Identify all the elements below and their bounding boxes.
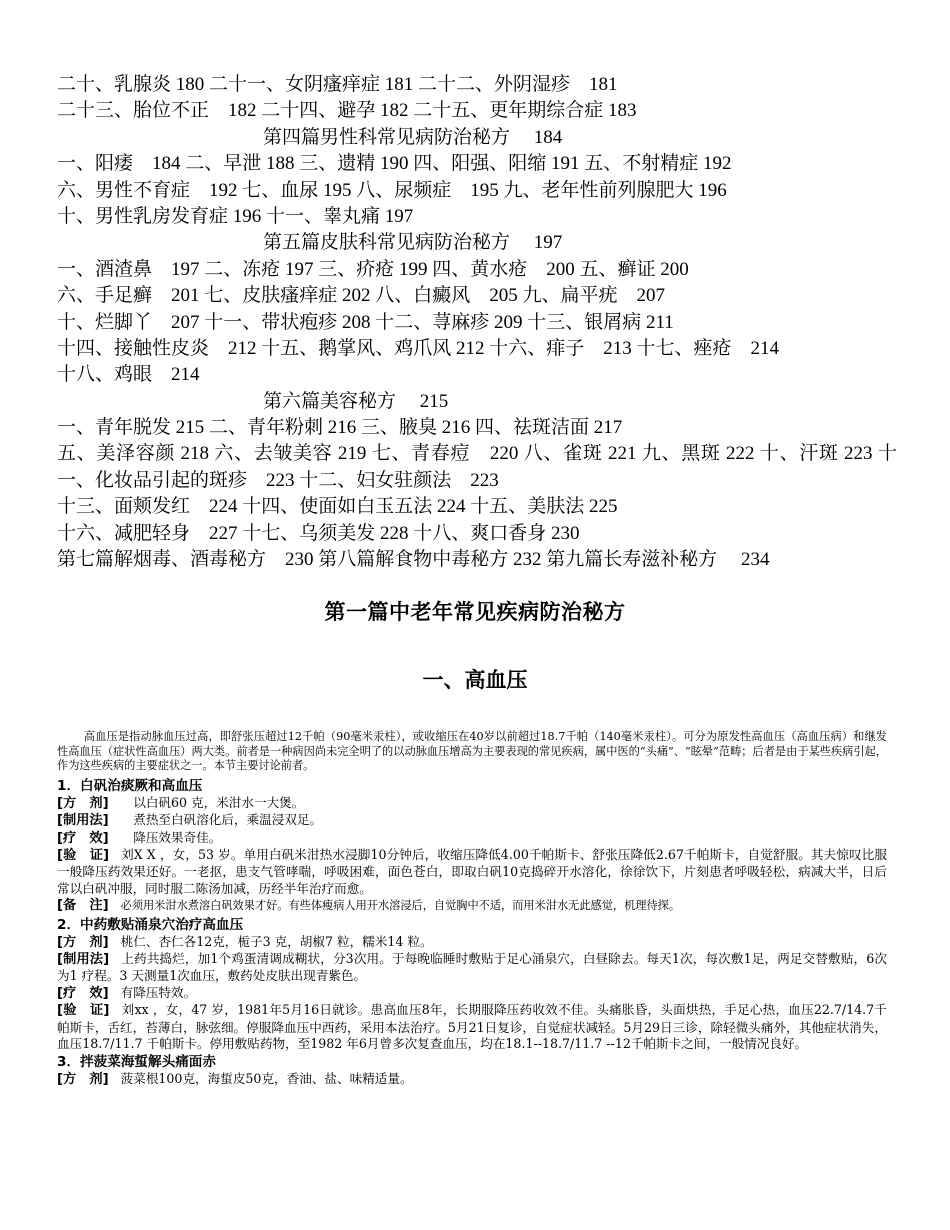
table-of-contents [57, 72, 897, 573]
toc-line: 五、美泽容颜 218 六、去皱美容 219 七、青春痘 220 八、雀斑 221 九、黑斑 222 十、汗斑 223 十一、化妆品引起的斑疹 223 十二、妇女驻颜法 223 [57, 443, 897, 491]
entry-tag: [制用法] [57, 813, 109, 829]
entry-text: 桃仁、杏仁各12克，栀子3 克，胡椒7 粒，糯米14 粒。 [120, 933, 433, 949]
entry-text: 刘X X ，女，53 岁。单用白矾米泔热水浸脚10分钟后，收缩压降低4.00千帕斯卡、舒张压降低2.67千帕斯卡，自觉舒服。其夫惊叹比服一般降压药效果还好。一老抠，患支气管哮喘，呼吸困难，面色苍白，即取白矾10克捣碎开水溶化，徐徐饮下，片刻患者呼吸轻松，病减大半，日后常以白矾冲服，同时服二陈汤加减，历经半年治疗而愈。 [57, 847, 887, 896]
recipe-entry [57, 934, 887, 951]
toc-line: 六、男性不育症 192 七、血尿 195 八、尿频症 195 九、老年性前列腺肥大 196 [57, 179, 727, 201]
entry-text: 降压效果奇佳。 [120, 829, 222, 845]
toc-line: 二十、乳腺炎 180 二十一、女阴瘙痒症 181 二十二、外阴湿疹 181 [57, 74, 618, 95]
toc-line: 十三、面颊发红 224 十四、使面如白玉五法 224 十五、美肤法 225 [57, 496, 618, 518]
recipe-entry [57, 1002, 887, 1052]
entry-text: 菠菜根100克，海蜇皮50克，香油、盐、味精适量。 [120, 1071, 413, 1087]
entry-text: 煮热至白矾溶化后，乘温浸双足。 [120, 812, 323, 828]
entry-tag: [备 注] [57, 898, 109, 914]
entry-tag: [验 证] [57, 848, 110, 863]
recipe-heading: 3．拌菠菜海蜇解头痛面赤 [57, 1054, 216, 1071]
toc-line: 十六、减肥轻身 227 十七、乌须美发 228 十八、爽口香身 230 [57, 522, 580, 544]
recipe-entry [57, 897, 887, 914]
entry-tag: [方 剂] [57, 795, 109, 811]
toc-line: 一、酒渣鼻 197 二、冻疮 197 三、疥疮 199 四、黄水疮 200 五、癣证 200 [57, 258, 689, 280]
toc-line: 十八、鸡眼 214 [57, 364, 200, 386]
recipe-entry [57, 847, 887, 897]
entry-text: 上药共捣烂，加1个鸡蛋清调成糊状，分3次用。于每晚临睡时敷贴于足心涌泉穴，白昼除去。每天1次，每次敷1足，两足交替敷贴，6次为1 疗程。3 天测量1次血压，敷药处皮肤出现青紫色。 [57, 951, 887, 984]
recipe-entry [57, 795, 887, 812]
entry-tag: [疗 效] [57, 830, 109, 846]
entry-tag: [制用法] [57, 952, 110, 968]
entry-text: 刘xx ，女，47 岁，1981年5月16日就诊。患高血压8年，长期服降压药收效不佳。头痛胀昏，头面烘热，手足心热，血压22.7/14.7千帕斯卡，舌红，苔薄白，脉弦细。停服降血压中西药，采用本法治疗。5月21日复诊，自觉症状减轻。5月29日三诊，除轻微头痛外，其他症状消失，血压18.7/11.7 千帕斯卡。停用敷贴药物，至1982 年6月曾多次复查血压，均在18.1--18.7/11.7 --12千帕斯卡之间，一般情况良好。 [57, 1002, 887, 1052]
recipe-entry [57, 830, 887, 847]
entry-text: 以白矾60 克，米泔水一大煲。 [120, 794, 305, 810]
part-title: 第一篇中老年常见疾病防治秘方 [324, 600, 626, 624]
entry-text: 必须用米泔水煮溶白矾效果才好。有些体瘦病人用开水溶浸后，自觉胸中不适，而用米泔水无此感觉，机理待探。 [120, 899, 681, 913]
intro-paragraph: 高血压是指动脉血压过高，即舒张压超过12千帕（90毫米汞柱），或收缩压在40岁以前超过18.7千帕（140毫米汞柱）。可分为原发性高血压（高血压病）和继发性高血压（症状性高血压）两大类。前者是一种病因尚未完全明了的以动脉血压增高为主要表现的常见疾病，属中医的“头痛”、“眩晕”范畴；后者是由于某些疾病引起，作为这些疾病的主要症状之一。本节主要讨论前者。 [57, 730, 887, 773]
toc-part-heading: 第六篇美容秘方 215 [263, 390, 449, 412]
recipe-heading: 1．白矾治痰厥和高血压 [57, 777, 203, 794]
toc-line: 六、手足癣 201 七、皮肤瘙痒症 202 八、白癜风 205 九、扁平疣 207 [57, 285, 666, 307]
toc-line: 一、阳痿 184 二、早泄 188 三、遗精 190 四、阳强、阳缩 191 五、不射精症 192 [57, 153, 732, 175]
toc-part-heading: 第四篇男性科常见病防治秘方 184 [263, 126, 563, 148]
toc-part-heading: 第五篇皮肤科常见病防治秘方 197 [263, 232, 563, 254]
toc-line: 十、男性乳房发育症 196 十一、睾丸痛 197 [57, 205, 414, 227]
toc-line: 十四、接触性皮炎 212 十五、鹅掌风、鸡爪风 212 十六、痱子 213 十七、痤疮 214 [57, 337, 780, 359]
toc-line: 一、青年脱发 215 二、青年粉刺 216 三、腋臭 216 四、祛斑洁面 217 [57, 417, 623, 439]
entry-tag: [验 证] [57, 1003, 110, 1019]
entry-tag: [方 剂] [57, 934, 109, 950]
recipe-entry [57, 985, 887, 1002]
toc-line: 十、烂脚丫 207 十一、带状疱疹 208 十二、荨麻疹 209 十三、银屑病 211 [57, 311, 674, 333]
toc-line: 二十三、胎位不正 182 二十四、避孕 182 二十五、更年期综合症 183 [57, 100, 637, 122]
entry-text: 有降压特效。 [120, 984, 197, 1000]
entry-tag: [方 剂] [57, 1072, 109, 1088]
chapter-body [57, 730, 887, 1089]
chapter-title: 一、高血压 [422, 668, 528, 692]
recipe-entry [57, 951, 887, 985]
entry-tag: [疗 效] [57, 985, 109, 1001]
toc-line: 第七篇解烟毒、酒毒秘方 230 第八篇解食物中毒秘方 232 第九篇长寿滋补秘方 234 [57, 549, 770, 571]
recipe-heading: 2．中药敷贴涌泉穴治疗高血压 [57, 916, 244, 933]
recipe-entry [57, 812, 887, 829]
recipe-entry [57, 1071, 887, 1088]
